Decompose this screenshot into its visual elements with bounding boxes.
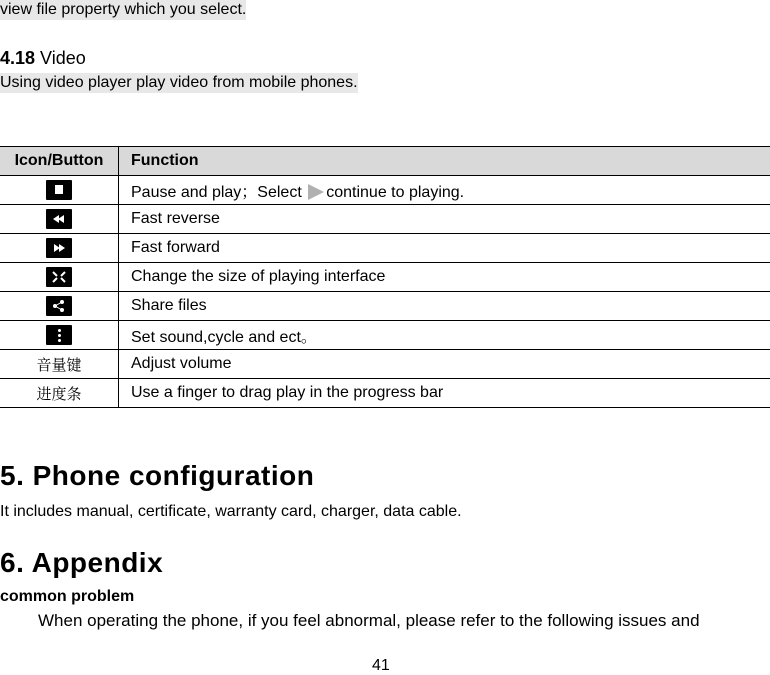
function-text: Pause and play；Select (131, 184, 306, 201)
icon-function-table (0, 146, 770, 408)
function-text: Share files (119, 292, 770, 321)
intro-text: view file property which you select. (0, 0, 246, 20)
table-header-row (0, 147, 770, 176)
table-row (0, 205, 770, 234)
column-header-icon: Icon/Button (0, 147, 119, 176)
function-text: Adjust volume (119, 350, 770, 379)
subheading-common-problem: common problem (0, 587, 134, 607)
function-text: Change the size of playing interface (119, 263, 770, 292)
page-number: 41 (372, 657, 390, 675)
table-row (0, 379, 770, 408)
table-row (0, 176, 770, 205)
section-heading-phone-configuration: 5. Phone configuration (0, 458, 314, 494)
function-text: Fast reverse (119, 205, 770, 234)
table-row (0, 321, 770, 350)
table-row (0, 234, 770, 263)
function-text: Set sound,cycle and ect。 (119, 321, 770, 350)
function-text: continue to playing. (326, 184, 464, 201)
section-paragraph: When operating the phone, if you feel abnormal, please refer to the following issues and (38, 610, 700, 632)
share-icon (46, 296, 72, 316)
function-text: Use a finger to drag play in the progress bar (119, 379, 770, 408)
fast-forward-icon (46, 238, 72, 258)
menu-icon (46, 325, 72, 345)
table-row (0, 292, 770, 321)
pause-icon (46, 180, 72, 200)
section-heading-appendix: 6. Appendix (0, 545, 163, 581)
table-row (0, 263, 770, 292)
section-heading-video (0, 47, 86, 69)
section-paragraph: It includes manual, certificate, warranty card, charger, data cable. (0, 502, 462, 522)
button-label-volume: 音量键 (0, 350, 119, 379)
rewind-icon (46, 209, 72, 229)
resize-icon (46, 267, 72, 287)
play-icon (308, 184, 324, 200)
section-number: 4.18 (0, 48, 35, 68)
column-header-function: Function (119, 147, 770, 176)
section-description: Using video player play video from mobile phones. (0, 73, 358, 93)
button-label-progress: 进度条 (0, 379, 119, 408)
section-title: Video (35, 48, 86, 68)
table-row (0, 350, 770, 379)
function-text: Fast forward (119, 234, 770, 263)
